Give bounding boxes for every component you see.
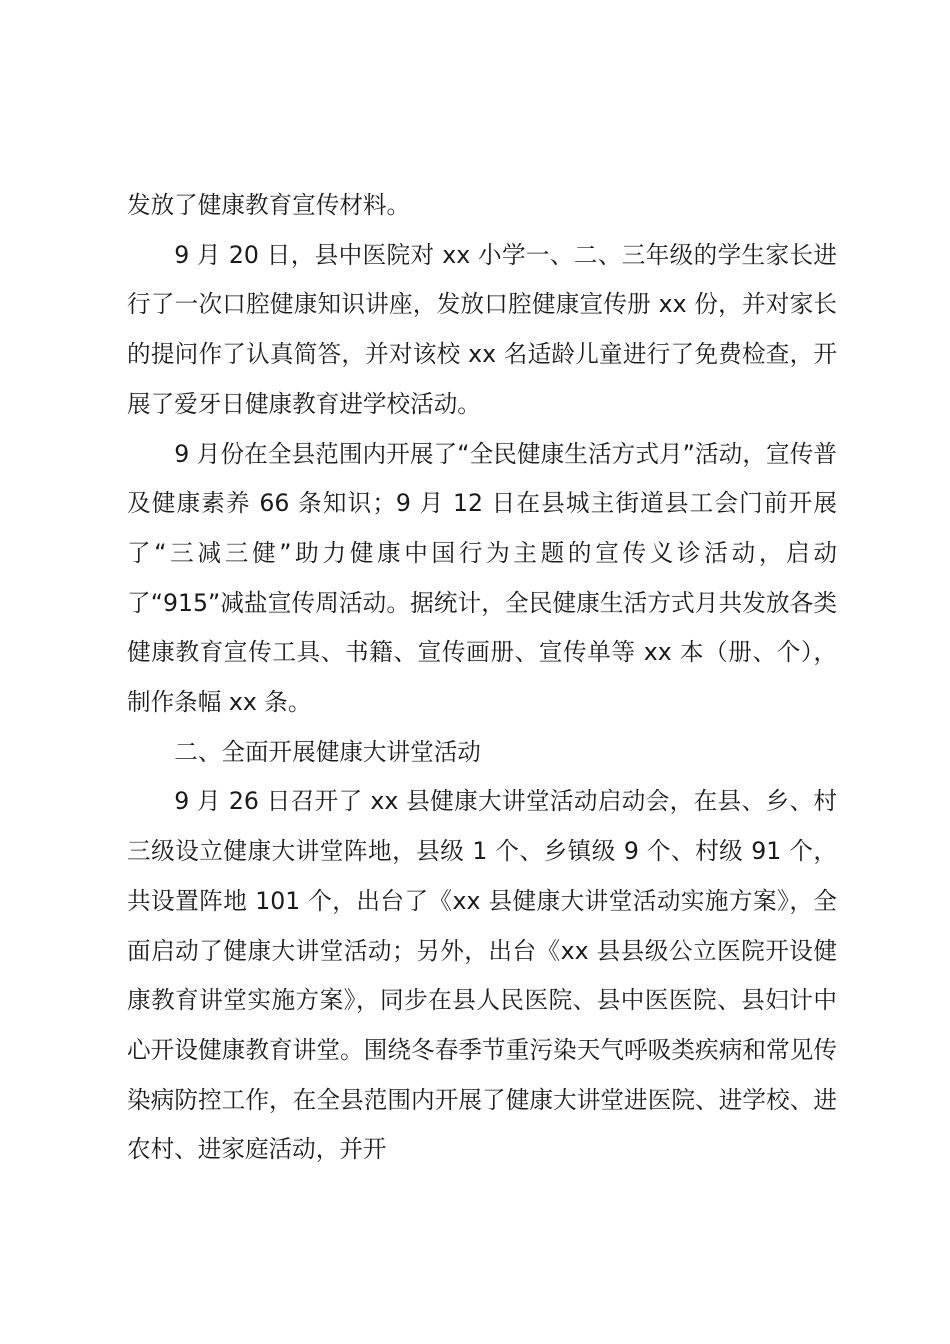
paragraph-health-lecture-launch: 9 月 26 日召开了 xx 县健康大讲堂活动启动会，在县、乡、村三级设立健康大讲堂阵地，县级 1 个、乡镇级 9 个、村级 91 个，共设置阵地 101 个，出台了《xx 县健康大讲堂活动实施方案》，全面启动了健康大讲堂活动；另外，出台《xx 县县级公立医院开设健康教育讲堂实施方案》，同步在县人民医院、县中医医院、县妇计中心开设健康教育讲堂。围绕冬春季节重污染天气呼吸类疾病和常见传染病防控工作，在全县范围内开展了健康大讲堂进医院、进学校、进农村、进家庭活动，并开 xyxy=(127,787,837,1164)
document-page xyxy=(127,181,837,1175)
paragraph-continued: 发放了健康教育宣传材料。 xyxy=(127,191,411,219)
paragraph-healthy-lifestyle-month: 9 月份在全县范围内开展了“全民健康生活方式月”活动，宣传普及健康素养 66 条知识；9 月 12 日在县城主街道县工会门前开展了“三减三健”助力健康中国行为主题的宣传义诊活动，启动了“915”减盐宣传周活动。据统计，全民健康生活方式月共发放各类健康教育宣传工具、书籍、宣传画册、宣传单等 xx 本（册、个），制作条幅 xx 条。 xyxy=(127,439,837,717)
paragraph-oral-health-lecture: 9 月 20 日，县中医院对 xx 小学一、二、三年级的学生家长进行了一次口腔健康知识讲座，发放口腔健康宣传册 xx 份，并对家长的提问作了认真简答，并对该校 xx 名适龄儿童进行了免费检查，开展了爱牙日健康教育进学校活动。 xyxy=(127,240,837,418)
section-heading-health-lecture: 二、全面开展健康大讲堂活动 xyxy=(174,737,481,766)
